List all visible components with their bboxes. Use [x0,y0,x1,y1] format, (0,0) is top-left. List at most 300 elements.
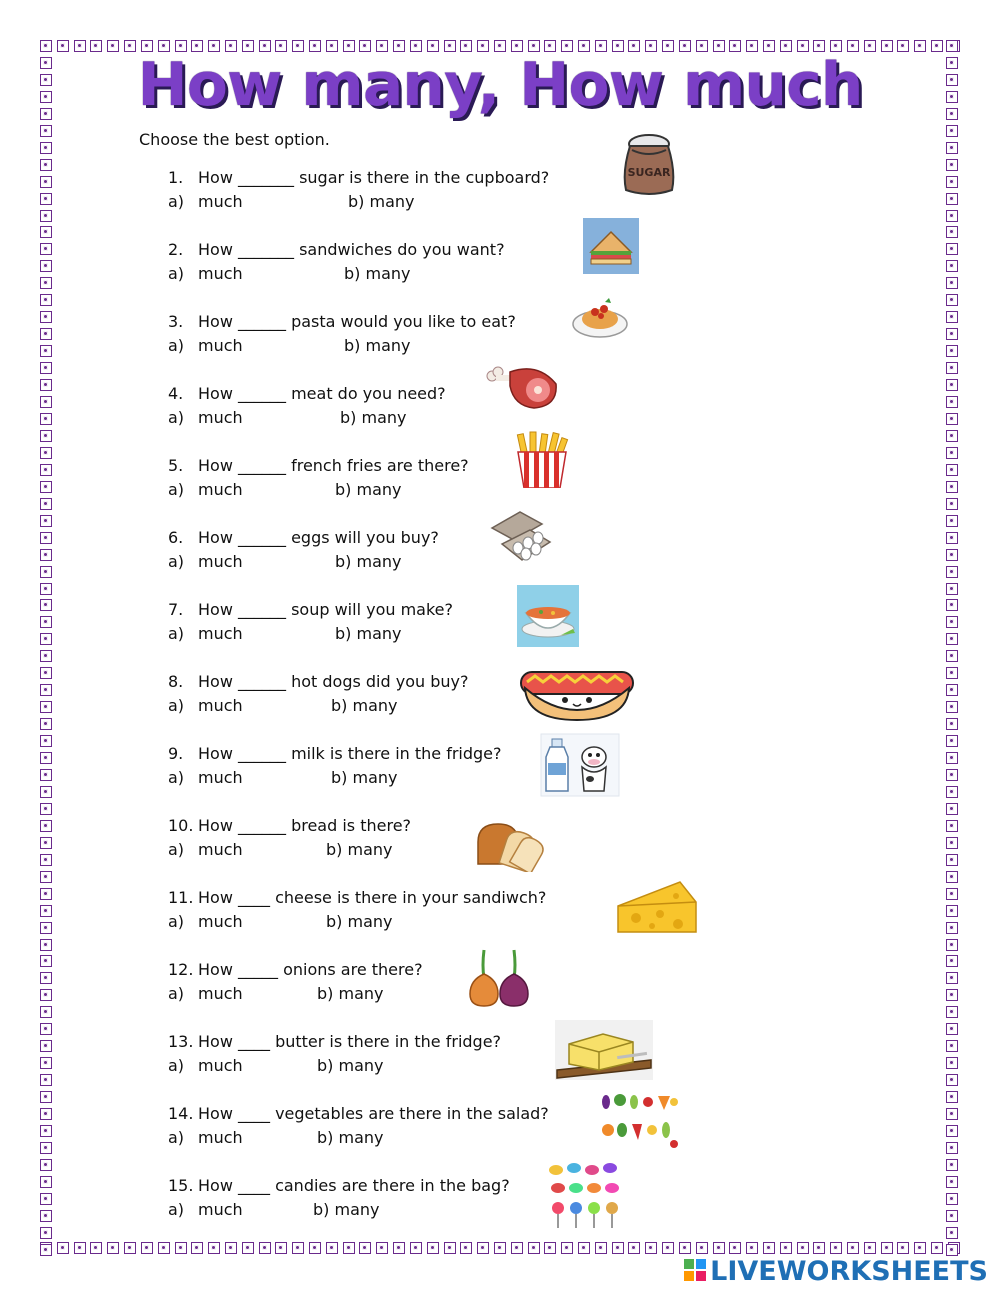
sugar-sack-icon [618,132,680,198]
option-b-many[interactable]: b) many [340,408,407,427]
option-a-much[interactable]: much [198,1056,243,1075]
border-tile [359,1242,371,1254]
border-tile [40,684,52,696]
border-tile [946,1176,958,1188]
question-number: 7. [168,600,184,619]
border-tile [946,735,958,747]
option-a-letter: a) [168,408,185,427]
border-tile [40,532,52,544]
border-tile [946,549,958,561]
border-tile [40,1108,52,1120]
border-tile [40,905,52,917]
border-tile [729,1242,741,1254]
option-b-many[interactable]: b) many [344,264,411,283]
question-text: How ______ meat do you need? [198,384,446,403]
instruction-text: Choose the best option. [139,130,330,149]
question-7 [168,598,453,646]
option-a-much[interactable]: much [198,624,243,643]
question-number: 10. [168,816,194,835]
border-tile [175,1242,187,1254]
ham-leg-icon [486,366,560,410]
border-tile [561,1242,573,1254]
question-number: 9. [168,744,184,763]
border-tile [946,311,958,323]
option-a-much[interactable]: much [198,336,243,355]
option-a-much[interactable]: much [198,912,243,931]
border-tile [40,583,52,595]
border-tile [40,311,52,323]
border-tile [946,854,958,866]
question-5 [168,454,469,502]
question-11 [168,886,546,934]
border-tile [208,1242,220,1254]
question-1 [168,166,549,214]
border-tile [946,1210,958,1222]
border-tile [40,955,52,967]
question-text: How ______ milk is there in the fridge? [198,744,502,763]
border-tile [946,769,958,781]
border-tile [40,125,52,137]
border-tile [90,1242,102,1254]
border-tile [40,922,52,934]
border-tile [780,1242,792,1254]
border-tile [946,718,958,730]
border-tile [946,464,958,476]
question-number: 15. [168,1176,194,1195]
border-tile [946,193,958,205]
border-tile [40,1193,52,1205]
border-right [946,40,960,1256]
option-a-letter: a) [168,696,185,715]
border-tile [946,345,958,357]
border-tile [40,599,52,611]
border-tile [40,633,52,645]
option-a-letter: a) [168,1056,185,1075]
border-tile [679,1242,691,1254]
border-tile [40,193,52,205]
border-tile [946,1193,958,1205]
option-b-many[interactable]: b) many [348,192,415,211]
border-tile [40,1006,52,1018]
french-fries-icon [512,430,572,488]
border-tile [40,498,52,510]
milk-bottle-icon [540,733,620,797]
border-tile [40,243,52,255]
question-4 [168,382,446,430]
option-b-many[interactable]: b) many [326,912,393,931]
option-a-much[interactable]: much [198,552,243,571]
question-text: How ______ eggs will you buy? [198,528,439,547]
option-a-much[interactable]: much [198,696,243,715]
border-tile [628,1242,640,1254]
border-tile [946,820,958,832]
border-bottom [40,1242,960,1256]
border-tile [713,1242,725,1254]
border-tile [40,888,52,900]
border-tile [40,769,52,781]
border-tile [40,786,52,798]
option-a-much[interactable]: much [198,840,243,859]
option-a-letter: a) [168,264,185,283]
option-a-letter: a) [168,912,185,931]
border-tile [40,379,52,391]
border-tile [946,362,958,374]
border-tile [40,277,52,289]
border-tile [946,176,958,188]
border-tile [326,1242,338,1254]
border-tile [40,1176,52,1188]
question-number: 5. [168,456,184,475]
option-a-letter: a) [168,840,185,859]
border-tile [864,1242,876,1254]
border-tile [946,1108,958,1120]
sandwich-icon [583,218,639,274]
border-tile [946,396,958,408]
border-tile [813,1242,825,1254]
border-tile [141,1242,153,1254]
border-tile [946,888,958,900]
border-tile [40,1159,52,1171]
question-12 [168,958,423,1006]
border-tile [40,939,52,951]
border-tile [946,1125,958,1137]
border-tile [40,1210,52,1222]
border-tile [40,142,52,154]
border-tile [57,1242,69,1254]
border-tile [946,1159,958,1171]
border-tile [946,142,958,154]
border-tile [946,226,958,238]
question-number: 3. [168,312,184,331]
border-tile [946,786,958,798]
border-tile [946,210,958,222]
border-tile [40,989,52,1001]
question-number: 6. [168,528,184,547]
border-tile [40,260,52,272]
border-tile [946,566,958,578]
question-number: 4. [168,384,184,403]
border-tile [40,1074,52,1086]
option-b-many[interactable]: b) many [335,480,402,499]
option-a-letter: a) [168,984,185,1003]
question-number: 11. [168,888,194,907]
border-tile [259,1242,271,1254]
border-tile [946,125,958,137]
question-text: How ______ soup will you make? [198,600,453,619]
question-14 [168,1102,549,1150]
onions-icon [468,948,534,1010]
border-tile [40,447,52,459]
border-tile [946,650,958,662]
border-tile [946,1091,958,1103]
question-text: How _______ sugar is there in the cupboard? [198,168,550,187]
question-text: How ______ pasta would you like to eat? [198,312,516,331]
page-title: How many, How much [137,50,863,120]
border-tile [946,532,958,544]
question-text: How ____ vegetables are there in the salad? [198,1104,549,1123]
border-tile [427,1242,439,1254]
border-tile [946,1057,958,1069]
option-b-many[interactable]: b) many [335,552,402,571]
option-a-letter: a) [168,768,185,787]
border-tile [40,566,52,578]
border-tile [40,650,52,662]
border-tile [881,1242,893,1254]
border-tile [40,1142,52,1154]
border-tile [40,803,52,815]
border-tile [612,1242,624,1254]
question-6 [168,526,439,574]
option-a-letter: a) [168,480,185,499]
border-tile [292,1242,304,1254]
vegetables-icon [598,1090,680,1154]
border-tile [40,1057,52,1069]
border-tile [595,1242,607,1254]
border-tile [946,667,958,679]
option-a-much[interactable]: much [198,768,243,787]
border-tile [444,1242,456,1254]
border-tile [946,447,958,459]
question-number: 14. [168,1104,194,1123]
border-tile [393,1242,405,1254]
border-tile [40,701,52,713]
border-tile [275,1242,287,1254]
liveworksheets-logo-icon [684,1259,706,1283]
border-tile [40,854,52,866]
border-tile [946,972,958,984]
border-tile [40,1244,52,1256]
option-b-many[interactable]: b) many [317,1056,384,1075]
border-tile [946,328,958,340]
question-number: 12. [168,960,194,979]
border-tile [946,701,958,713]
option-a-letter: a) [168,336,185,355]
option-b-many[interactable]: b) many [344,336,411,355]
border-tile [662,1242,674,1254]
border-tile [477,1242,489,1254]
border-tile [946,955,958,967]
option-a-letter: a) [168,552,185,571]
border-tile [124,1242,136,1254]
border-tile [946,871,958,883]
border-tile [946,633,958,645]
border-tile [40,1227,52,1239]
border-tile [225,1242,237,1254]
border-tile [946,515,958,527]
border-tile [511,1242,523,1254]
border-tile [410,1242,422,1254]
border-tile [40,752,52,764]
border-tile [40,871,52,883]
border-tile [645,1242,657,1254]
question-9 [168,742,502,790]
border-tile [946,583,958,595]
border-tile [40,1040,52,1052]
pasta-plate-icon [571,292,629,340]
border-tile [528,1242,540,1254]
border-tile [494,1242,506,1254]
border-tile [40,515,52,527]
border-tile [946,498,958,510]
question-number: 13. [168,1032,194,1051]
question-10 [168,814,411,862]
border-tile [696,1242,708,1254]
border-tile [40,549,52,561]
option-a-letter: a) [168,624,185,643]
question-number: 2. [168,240,184,259]
border-tile [158,1242,170,1254]
option-a-much[interactable]: much [198,984,243,1003]
border-tile [40,294,52,306]
border-tile [946,837,958,849]
border-tile [40,1125,52,1137]
border-tile [931,1242,943,1254]
option-a-much[interactable]: much [198,264,243,283]
border-tile [946,243,958,255]
border-tile [946,752,958,764]
border-tile [544,1242,556,1254]
option-b-many[interactable]: b) many [313,1200,380,1219]
border-tile [946,1244,958,1256]
border-tile [40,345,52,357]
option-a-letter: a) [168,1200,185,1219]
bread-loaf-icon [474,820,550,872]
question-text: How ______ bread is there? [198,816,412,835]
question-number: 8. [168,672,184,691]
border-tile [242,1242,254,1254]
border-tile [460,1242,472,1254]
border-tile [946,294,958,306]
border-tile [40,362,52,374]
border-tile [946,379,958,391]
border-tile [40,159,52,171]
option-a-much[interactable]: much [198,1200,243,1219]
question-text: How ______ hot dogs did you buy? [198,672,469,691]
border-tile [946,616,958,628]
border-tile [40,616,52,628]
question-3 [168,310,516,358]
soup-bowl-icon [517,585,579,647]
border-tile [40,226,52,238]
border-tile [40,667,52,679]
question-text: How _______ sandwiches do you want? [198,240,505,259]
question-text: How _____ onions are there? [198,960,423,979]
question-15 [168,1174,510,1222]
border-tile [946,599,958,611]
option-a-much[interactable]: much [198,480,243,499]
liveworksheets-logo-text: LIVEWORKSHEETS [710,1255,988,1287]
option-a-letter: a) [168,192,185,211]
border-tile [946,1023,958,1035]
question-8 [168,670,468,718]
border-tile [376,1242,388,1254]
question-text: How ____ butter is there in the fridge? [198,1032,502,1051]
border-tile [40,972,52,984]
border-tile [946,1142,958,1154]
border-tile [40,176,52,188]
border-tile [40,481,52,493]
option-b-many[interactable]: b) many [331,696,398,715]
option-b-many[interactable]: b) many [317,984,384,1003]
option-a-much[interactable]: much [198,408,243,427]
option-a-much[interactable]: much [198,1128,243,1147]
border-tile [946,1006,958,1018]
border-tile [40,735,52,747]
border-tile [191,1242,203,1254]
border-tile [946,277,958,289]
border-tile [946,430,958,442]
option-a-letter: a) [168,1128,185,1147]
border-tile [797,1242,809,1254]
option-b-many[interactable]: b) many [326,840,393,859]
border-tile [40,1023,52,1035]
hot-dog-icon [519,662,635,722]
border-tile [40,718,52,730]
liveworksheets-logo [684,1256,988,1286]
option-b-many[interactable]: b) many [317,1128,384,1147]
question-13 [168,1030,501,1078]
option-b-many[interactable]: b) many [335,624,402,643]
border-tile [946,684,958,696]
option-a-much[interactable]: much [198,192,243,211]
egg-carton-icon [490,510,552,566]
border-tile [946,481,958,493]
border-tile [40,210,52,222]
question-text: How ______ french fries are there? [198,456,469,475]
border-tile [343,1242,355,1254]
border-tile [946,413,958,425]
border-tile [40,396,52,408]
border-tile [946,1074,958,1086]
border-tile [40,820,52,832]
sugar-label: SUGAR [627,166,671,179]
butter-block-icon [555,1020,653,1080]
border-tile [107,1242,119,1254]
border-tile [946,989,958,1001]
border-tile [40,413,52,425]
border-tile [946,803,958,815]
border-tile [40,1091,52,1103]
border-tile [746,1242,758,1254]
question-2 [168,238,505,286]
border-tile [946,905,958,917]
border-tile [847,1242,859,1254]
border-tile [309,1242,321,1254]
border-tile [946,1227,958,1239]
border-tile [897,1242,909,1254]
border-tile [40,328,52,340]
border-tile [40,837,52,849]
border-tile [830,1242,842,1254]
candies-icon [546,1160,624,1232]
border-left [40,40,54,1256]
cheese-wedge-icon [616,880,698,936]
question-number: 1. [168,168,184,187]
border-tile [74,1242,86,1254]
border-tile [40,430,52,442]
question-text: How ____ cheese is there in your sandiwch? [198,888,547,907]
border-tile [914,1242,926,1254]
question-text: How ____ candies are there in the bag? [198,1176,510,1195]
border-tile [763,1242,775,1254]
border-tile [578,1242,590,1254]
border-tile [946,922,958,934]
border-tile [946,159,958,171]
border-tile [946,1040,958,1052]
option-b-many[interactable]: b) many [331,768,398,787]
border-tile [946,939,958,951]
border-tile [40,464,52,476]
